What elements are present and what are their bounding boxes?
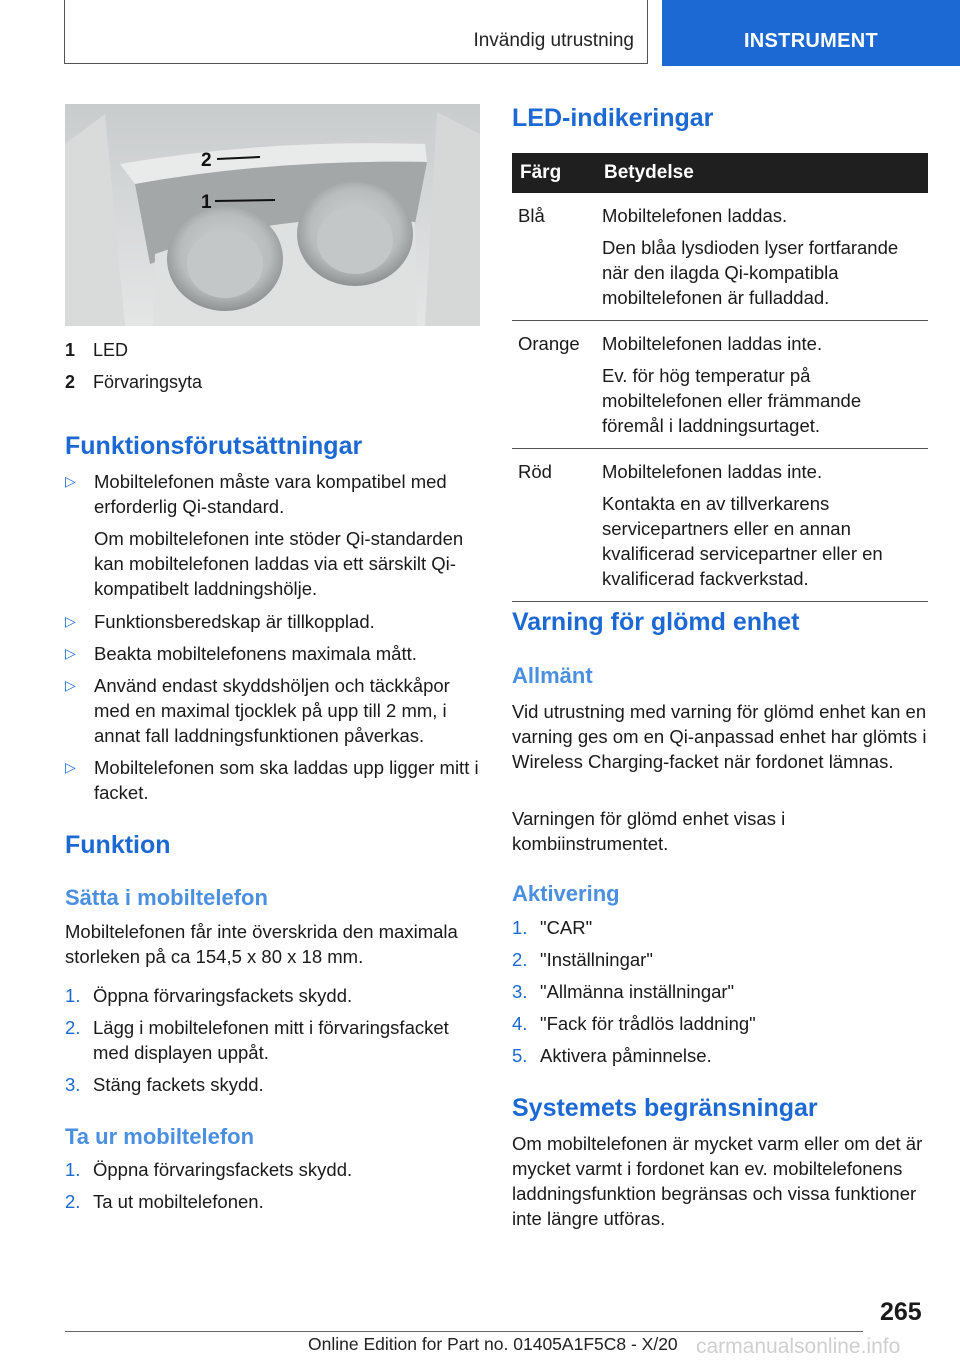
- edition-text: Online Edition for Part no. 01405A1F5C8 - X/20: [308, 1334, 678, 1354]
- bullet-triangle-icon: ▷: [65, 645, 76, 661]
- heading-prerequisites: Funktionsförutsättningar: [65, 432, 363, 460]
- legend-item: [65, 340, 128, 361]
- step-item: 1. "CAR": [512, 917, 593, 938]
- general-paragraph-2: Varningen för glömd enhet visas i kombiinstrumentet.: [512, 808, 786, 854]
- limits-text: Om mobiltelefonen är mycket varm eller om det är mycket varmt i fordonet kan ev. mobiltelefonens laddningsfunktion begränsas och vissa funktioner inte längre utföras.: [512, 1133, 923, 1229]
- step-item: 2. Ta ut mobiltelefonen.: [65, 1191, 264, 1212]
- step-item: 4. "Fack för trådlös laddning": [512, 1013, 756, 1034]
- step-item: 3. Stäng fackets skydd.: [65, 1074, 264, 1095]
- bullet-triangle-icon: ▷: [65, 473, 76, 489]
- table-row: [512, 449, 928, 602]
- table-row: [512, 321, 928, 449]
- table-header-row: [512, 153, 928, 193]
- legend-label: LED: [93, 340, 129, 360]
- legend-label: Förvaringsyta: [93, 372, 203, 392]
- heading-activation: Aktivering: [512, 881, 620, 906]
- insert-text: Mobiltelefonen får inte överskrida den maximala storleken på ca 154,5 x 80 x 18 mm.: [65, 921, 458, 967]
- callout-2: 2: [201, 150, 212, 171]
- chapter-tab-label: INSTRUMENT: [743, 30, 879, 52]
- step-item: 3. "Allmänna inställningar": [512, 981, 735, 1002]
- step-item: 2. Lägg i mobiltelefonen mitt i förvaringsfacket med displayen uppåt.: [65, 1017, 449, 1063]
- step-item: 1. Öppna förvaringsfackets skydd.: [65, 1159, 353, 1180]
- wireless-charging-tray-photo: [65, 104, 480, 326]
- cell-meaning: Mobiltelefonen laddas inte. Ev. för hög temperatur på mobiltelefonen eller främmande föremål i laddningsurtaget.: [596, 321, 928, 449]
- watermark: carmanualsonline.info: [696, 1335, 901, 1358]
- callout-line-1: [215, 200, 275, 201]
- page-number: 265: [880, 1298, 922, 1326]
- section-title: Invändig utrustning: [473, 30, 634, 51]
- cell-color: Röd: [512, 449, 596, 602]
- column-header-meaning: Betydelse: [596, 153, 928, 193]
- bullet-item: ▷ Använd endast skyddshöljen och täckkåpor med en maximal tjocklek på upp till 2 mm, i annat fall laddningsfunktionen påverkas.: [65, 675, 450, 746]
- bullet-item: ▷ Beakta mobiltelefonens maximala mått.: [65, 643, 417, 664]
- heading-remove-phone: Ta ur mobiltelefon: [65, 1124, 255, 1149]
- bullet-triangle-icon: ▷: [65, 613, 76, 629]
- legend-number: 2: [65, 372, 76, 392]
- callout-1: 1: [201, 192, 212, 213]
- bullet-triangle-icon: ▷: [65, 677, 76, 693]
- heading-led-indications: LED-indikeringar: [512, 104, 714, 132]
- legend-number: 1: [65, 340, 76, 360]
- heading-general: Allmänt: [512, 663, 593, 688]
- step-item: 2. "Inställningar": [512, 949, 653, 970]
- heading-forgotten-device: Varning för glömd enhet: [512, 608, 800, 636]
- heading-insert-phone: Sätta i mobiltelefon: [65, 885, 268, 910]
- step-item: 1. Öppna förvaringsfackets skydd.: [65, 985, 353, 1006]
- column-header-color: Färg: [512, 153, 596, 193]
- cell-meaning: Mobiltelefonen laddas. Den blåa lysdioden lyser fortfarande när den ilagda Qi-kompatibla mobiltelefonen är fulladdad.: [596, 193, 928, 321]
- legend-item: [65, 372, 202, 393]
- general-paragraph-1: Vid utrustning med varning för glömd enhet kan en varning ges om en Qi-anpassad enhet har glömts i Wireless Charging-facket när fordonet lämnas.: [512, 701, 927, 772]
- cell-color: Blå: [512, 193, 596, 321]
- led-table: [512, 153, 928, 602]
- bullet-triangle-icon: ▷: [65, 759, 76, 775]
- footer-divider: [65, 1331, 863, 1332]
- chapter-tab[interactable]: [662, 0, 960, 66]
- cell-color: Orange: [512, 321, 596, 449]
- bullet-item: ▷ Mobiltelefonen måste vara kompatibel med erforderlig Qi-standard. Om mobiltelefonen inte stöder Qi-standarden kan mobiltelefonen laddas via ett särskilt Qi-kompatibelt laddningshölje.: [65, 471, 464, 599]
- table-row: [512, 193, 928, 321]
- heading-system-limits: Systemets begränsningar: [512, 1094, 818, 1122]
- cell-meaning: Mobiltelefonen laddas inte. Kontakta en av tillverkarens servicepartners eller en annan kvalificerad servicepartner eller en kvalificerad fackverkstad.: [596, 449, 928, 602]
- step-item: 5. Aktivera påminnelse.: [512, 1045, 712, 1066]
- heading-function: Funktion: [65, 831, 171, 859]
- bullet-item: ▷ Mobiltelefonen som ska laddas upp ligger mitt i facket.: [65, 757, 479, 803]
- bullet-item: ▷ Funktionsberedskap är tillkopplad.: [65, 611, 375, 632]
